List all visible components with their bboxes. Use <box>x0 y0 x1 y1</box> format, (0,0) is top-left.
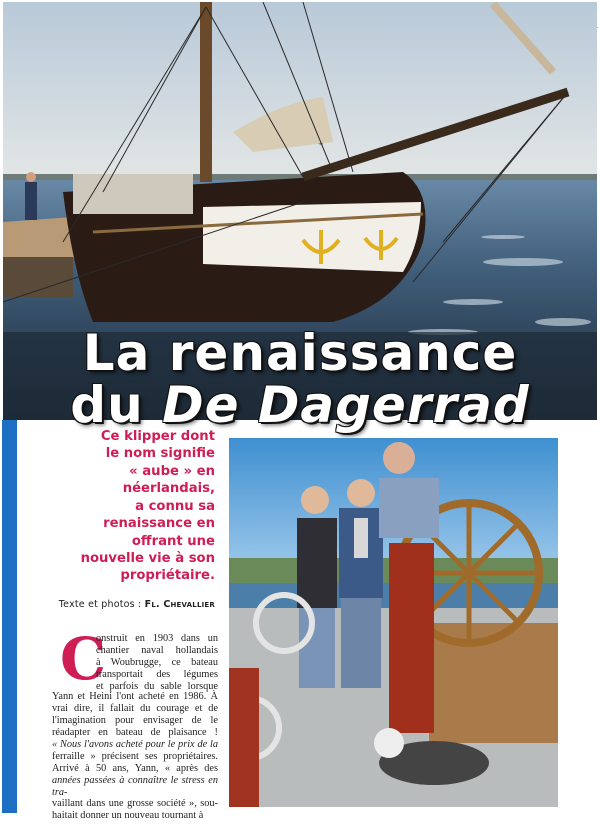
title-line-2 <box>0 376 600 434</box>
standfirst-line: néerlandais, <box>122 481 215 497</box>
standfirst-line: propriétaire. <box>120 568 215 584</box>
standfirst-line: offrant une <box>131 533 215 549</box>
boat-name: De Dagerrad <box>162 376 530 434</box>
body-line: transportait des légumes <box>96 668 218 680</box>
standfirst-line: Ce klipper dont <box>100 429 215 444</box>
body-line: chantier naval hollandais <box>96 644 218 656</box>
photo-owners-on-deck <box>229 438 558 807</box>
standfirst <box>60 428 215 585</box>
body-line: vrai dire, il fallait du courage et de <box>52 702 218 714</box>
standfirst-line: renaissance en <box>103 516 215 532</box>
standfirst-line: a connu sa <box>135 498 215 514</box>
photo-credits <box>30 599 215 610</box>
body-line: et parfois du sable lorsque <box>96 680 218 692</box>
body-line-quote <box>52 775 218 799</box>
body-line: onstruit en 1903 dans un <box>96 633 218 644</box>
body-line-quote <box>52 739 218 751</box>
body-line: vaillant dans une grosse société », sou- <box>52 798 218 810</box>
quote-text: années passées à connaître le stress en tra- <box>52 774 218 798</box>
body-line: réadapter en bateau de plaisance ! <box>52 726 218 738</box>
credits-author: Fl. Chevallier <box>144 599 215 610</box>
body-line: haitait donner un nouveau tournant à <box>52 810 204 822</box>
body-line: ferraille » précisent ses propriétaires. <box>52 750 218 762</box>
side-banner <box>2 420 17 813</box>
article-body-wide <box>52 691 218 822</box>
title-line-2-prefix: du <box>70 376 163 434</box>
standfirst-line: nouvelle vie à son <box>80 550 215 566</box>
article-body-narrow <box>96 633 218 693</box>
body-line: Yann et Heini l'ont acheté en 1986. À <box>52 691 218 702</box>
credits-label: Texte et photos : <box>58 599 145 610</box>
standfirst-line: le nom signifie <box>105 446 215 462</box>
body-line: à Woubrugge, ce bateau <box>96 656 218 668</box>
drop-cap: C <box>60 625 107 693</box>
body-line: l'imagination pour envisager de le <box>52 714 218 726</box>
title-line-1: La renaissance <box>82 324 518 382</box>
standfirst-line: « aube » en <box>129 463 215 479</box>
quote-text: « Nous l'avons acheté pour le prix de la <box>52 738 218 750</box>
article-title <box>0 324 600 434</box>
body-line: Arrivé à 50 ans, Yann, « après des <box>52 762 218 774</box>
photo-owners-illustration <box>229 438 558 807</box>
